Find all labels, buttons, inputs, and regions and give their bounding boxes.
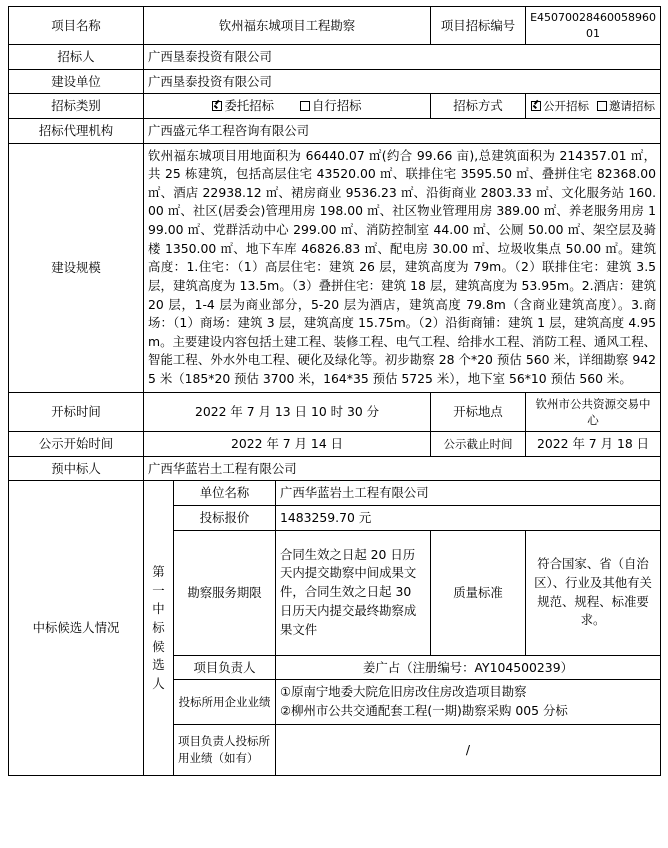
construction-scale-label: 建设规模 (9, 143, 144, 392)
bid-method-option-invited[interactable] (597, 98, 655, 114)
quality-standard-value: 符合国家、省（自治区）、行业及其他有关规范、规程、标准要求。 (526, 530, 661, 655)
bid-category-option-1-label: 委托招标 (224, 98, 275, 114)
enterprise-performance-value (276, 680, 661, 725)
construction-scale-value: 钦州福东城项目用地面积为 66440.07 ㎡(约合 99.66 亩),总建筑面积为 214357.01 ㎡，共 25 栋建筑，包括高层住宅 43520.00 ㎡、联排住宅 3595.50 ㎡、叠拼住宅 82368.00 ㎡、酒店 22938.12 ㎡、裙房商业 9536.23 ㎡、沿街商业 2803.33 ㎡、文化服务站 160.00 ㎡、社区(居委会)管理用房 198.00 ㎡、社区物业管理用房 389.00 ㎡、养老服务用房 199.00 ㎡、党群活动中心 299.00 ㎡、消防控制室 44.00 ㎡、公厕 50.00 ㎡、架空层及骑楼 1350.00 ㎡、地下车库 46826.83 ㎡、配电房 30.00 ㎡、垃圾收集点 50.00 ㎡。建筑高度：1.住宅：（1）高层住宅：建筑 26 层，建筑高度为 79m。（2）联排住宅：建筑 3.5 层，建筑高度为 13.5m。（3）叠拼住宅：建筑 18 层，建筑高度为 53.95m。2.酒店：建筑 20 层，1-4 层为商业部分，5-20 层为酒店，建筑高度 79.8m（含商业建筑高度）。3.商场：（1）商场：建筑 3 层，建筑高度 15.75m。（2）沿街商铺：建筑 1 层，建筑高度 4.95m。主要建设内容包括土建工程、装修工程、电气工程、给排水工程、消防工程、通风工程、智能工程、外水外电工程、硬化及绿化等。初步勘察 28 个*20 预估 560 米，详细勘察 9425 米（185*20 预估 3700 米，164*35 预估 5725 米），地下室 56*10 预估 560 米。 (144, 143, 661, 392)
bid-announcement-table (8, 6, 661, 776)
unit-name-value: 广西华蓝岩土工程有限公司 (276, 481, 661, 506)
enterprise-performance-line-2: ②柳州市公共交通配套工程(一期)勘察采购 005 分标 (280, 703, 568, 719)
first-candidate-label: 第一中标候选人 (144, 481, 174, 776)
bid-category-option-self[interactable] (300, 97, 362, 115)
bid-method-label: 招标方式 (431, 94, 526, 119)
project-name-label: 项目名称 (9, 7, 144, 45)
bid-method-option-2-label: 邀请招标 (609, 99, 656, 114)
table-row (9, 45, 661, 70)
agency-label: 招标代理机构 (9, 119, 144, 144)
notice-end-value: 2022 年 7 月 18 日 (526, 432, 661, 457)
bid-category-options (144, 94, 431, 119)
open-time-label: 开标时间 (9, 392, 144, 432)
quality-standard-label: 质量标准 (431, 530, 526, 655)
table-row (9, 69, 661, 94)
bid-method-options (526, 94, 661, 119)
tenderee-value: 广西垦泰投资有限公司 (144, 45, 661, 70)
table-row (9, 119, 661, 144)
service-period-value: 合同生效之日起 20 日历天内提交勘察中间成果文件，合同生效之日起 30 日历天内提交最终勘察成果文件 (276, 530, 431, 655)
bid-category-option-2-label: 自行招标 (312, 98, 362, 114)
service-period-label: 勘察服务期限 (174, 530, 276, 655)
agency-value: 广西盛元华工程咨询有限公司 (144, 119, 661, 144)
checkbox-checked-icon[interactable] (212, 101, 222, 111)
manager-performance-label: 项目负责人投标所用业绩（如有） (174, 724, 276, 775)
construction-unit-value: 广西垦泰投资有限公司 (144, 69, 661, 94)
candidates-label: 中标候选人情况 (9, 481, 144, 776)
construction-unit-label: 建设单位 (9, 69, 144, 94)
table-row (9, 94, 661, 119)
table-row (9, 481, 661, 506)
notice-end-label: 公示截止时间 (431, 432, 526, 457)
bid-category-option-entrusted[interactable] (212, 97, 274, 115)
checkbox-empty-icon[interactable] (300, 101, 310, 111)
unit-name-label: 单位名称 (174, 481, 276, 506)
open-time-value: 2022 年 7 月 13 日 10 时 30 分 (144, 392, 431, 432)
table-row (9, 143, 661, 392)
project-manager-value: 姜广占（注册编号：AY104500239） (276, 655, 661, 680)
checkbox-empty-icon[interactable] (597, 101, 607, 111)
open-place-value: 钦州市公共资源交易中心 (526, 392, 661, 432)
bid-number-label: 项目招标编号 (431, 7, 526, 45)
tenderee-label: 招标人 (9, 45, 144, 70)
bid-number-value: E4507002846005896001 (526, 7, 661, 45)
project-manager-label: 项目负责人 (174, 655, 276, 680)
project-name-value: 钦州福东城项目工程勘察 (144, 7, 431, 45)
bid-price-label: 投标报价 (174, 506, 276, 531)
pre-winner-value: 广西华蓝岩土工程有限公司 (144, 456, 661, 481)
bid-price-value: 1483259.70 元 (276, 506, 661, 531)
bid-category-label: 招标类别 (9, 94, 144, 119)
enterprise-performance-line-1: ①原南宁地委大院危旧房改住房改造项目勘察 (280, 684, 527, 700)
notice-start-label: 公示开始时间 (9, 432, 144, 457)
open-place-label: 开标地点 (431, 392, 526, 432)
notice-start-value: 2022 年 7 月 14 日 (144, 432, 431, 457)
table-row (9, 392, 661, 432)
pre-winner-label: 预中标人 (9, 456, 144, 481)
checkbox-checked-icon[interactable] (531, 101, 541, 111)
bid-method-option-1-label: 公开招标 (543, 99, 590, 114)
enterprise-performance-label: 投标所用企业业绩 (174, 680, 276, 725)
table-row (9, 456, 661, 481)
bid-method-option-public[interactable] (531, 98, 589, 114)
manager-performance-value: / (276, 724, 661, 775)
table-row (9, 7, 661, 45)
table-row (9, 432, 661, 457)
